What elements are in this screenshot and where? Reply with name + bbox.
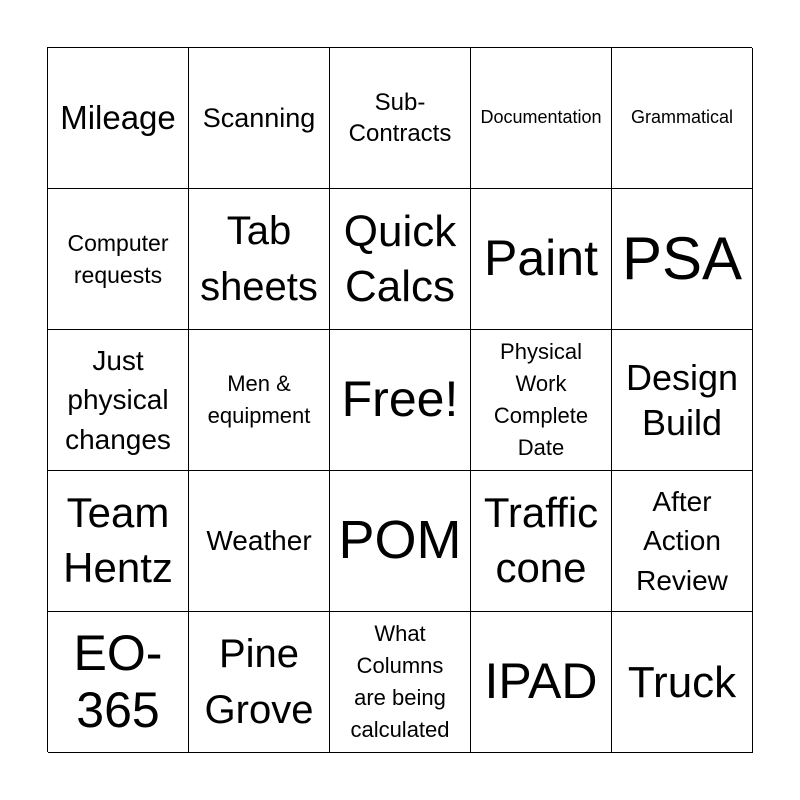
- bingo-cell[interactable]: [612, 48, 753, 189]
- bingo-cell[interactable]: [612, 189, 753, 330]
- bingo-cell[interactable]: [612, 471, 753, 612]
- cell-label: Grammatical: [630, 107, 733, 128]
- bingo-cell[interactable]: [189, 330, 330, 471]
- bingo-cell[interactable]: [330, 189, 471, 330]
- bingo-cell[interactable]: [471, 612, 612, 753]
- cell-label: Team Hentz: [63, 489, 173, 591]
- cell-label: Design Build: [625, 357, 739, 443]
- bingo-cell[interactable]: [330, 471, 471, 612]
- bingo-cell[interactable]: [471, 48, 612, 189]
- cell-label: After Action Review: [636, 486, 728, 596]
- cell-label: Sub- Contracts: [348, 88, 452, 147]
- bingo-cell[interactable]: [48, 189, 189, 330]
- bingo-board: [47, 47, 752, 752]
- bingo-cell[interactable]: [471, 330, 612, 471]
- cell-label: Men & equipment: [207, 371, 311, 428]
- cell-label: IPAD: [484, 653, 598, 710]
- cell-label: Scanning: [202, 102, 316, 133]
- bingo-cell[interactable]: [471, 189, 612, 330]
- cell-label: Weather: [206, 525, 312, 557]
- bingo-cell[interactable]: [612, 330, 753, 471]
- cell-label: Mileage: [60, 99, 176, 137]
- cell-label: EO- 365: [73, 624, 163, 738]
- bingo-cell[interactable]: [612, 612, 753, 753]
- cell-label: PSA: [621, 225, 743, 292]
- cell-label: Free!: [341, 371, 459, 428]
- cell-label: Documentation: [480, 107, 602, 128]
- cell-label: Physical Work Complete Date: [493, 339, 589, 460]
- bingo-cell[interactable]: [48, 48, 189, 189]
- bingo-cell[interactable]: [189, 612, 330, 753]
- bingo-cell[interactable]: [471, 471, 612, 612]
- cell-label: Tab sheets: [200, 209, 318, 309]
- cell-label: Truck: [627, 657, 737, 707]
- cell-label: What Columns are being calculated: [350, 621, 450, 742]
- bingo-cell[interactable]: [189, 471, 330, 612]
- bingo-cell[interactable]: [189, 48, 330, 189]
- cell-label: Computer requests: [67, 229, 169, 288]
- cell-label: Just physical changes: [65, 345, 171, 455]
- bingo-cell[interactable]: [48, 330, 189, 471]
- bingo-cell[interactable]: [48, 612, 189, 753]
- bingo-cell[interactable]: [330, 48, 471, 189]
- bingo-cell[interactable]: [48, 471, 189, 612]
- bingo-cell[interactable]: [330, 330, 471, 471]
- cell-label: Pine Grove: [204, 632, 314, 732]
- bingo-cell[interactable]: [189, 189, 330, 330]
- cell-label: Paint: [484, 230, 598, 287]
- cell-label: Quick Calcs: [343, 207, 457, 311]
- cell-label: Traffic cone: [483, 489, 599, 591]
- bingo-cell[interactable]: [330, 612, 471, 753]
- cell-label: POM: [338, 510, 462, 571]
